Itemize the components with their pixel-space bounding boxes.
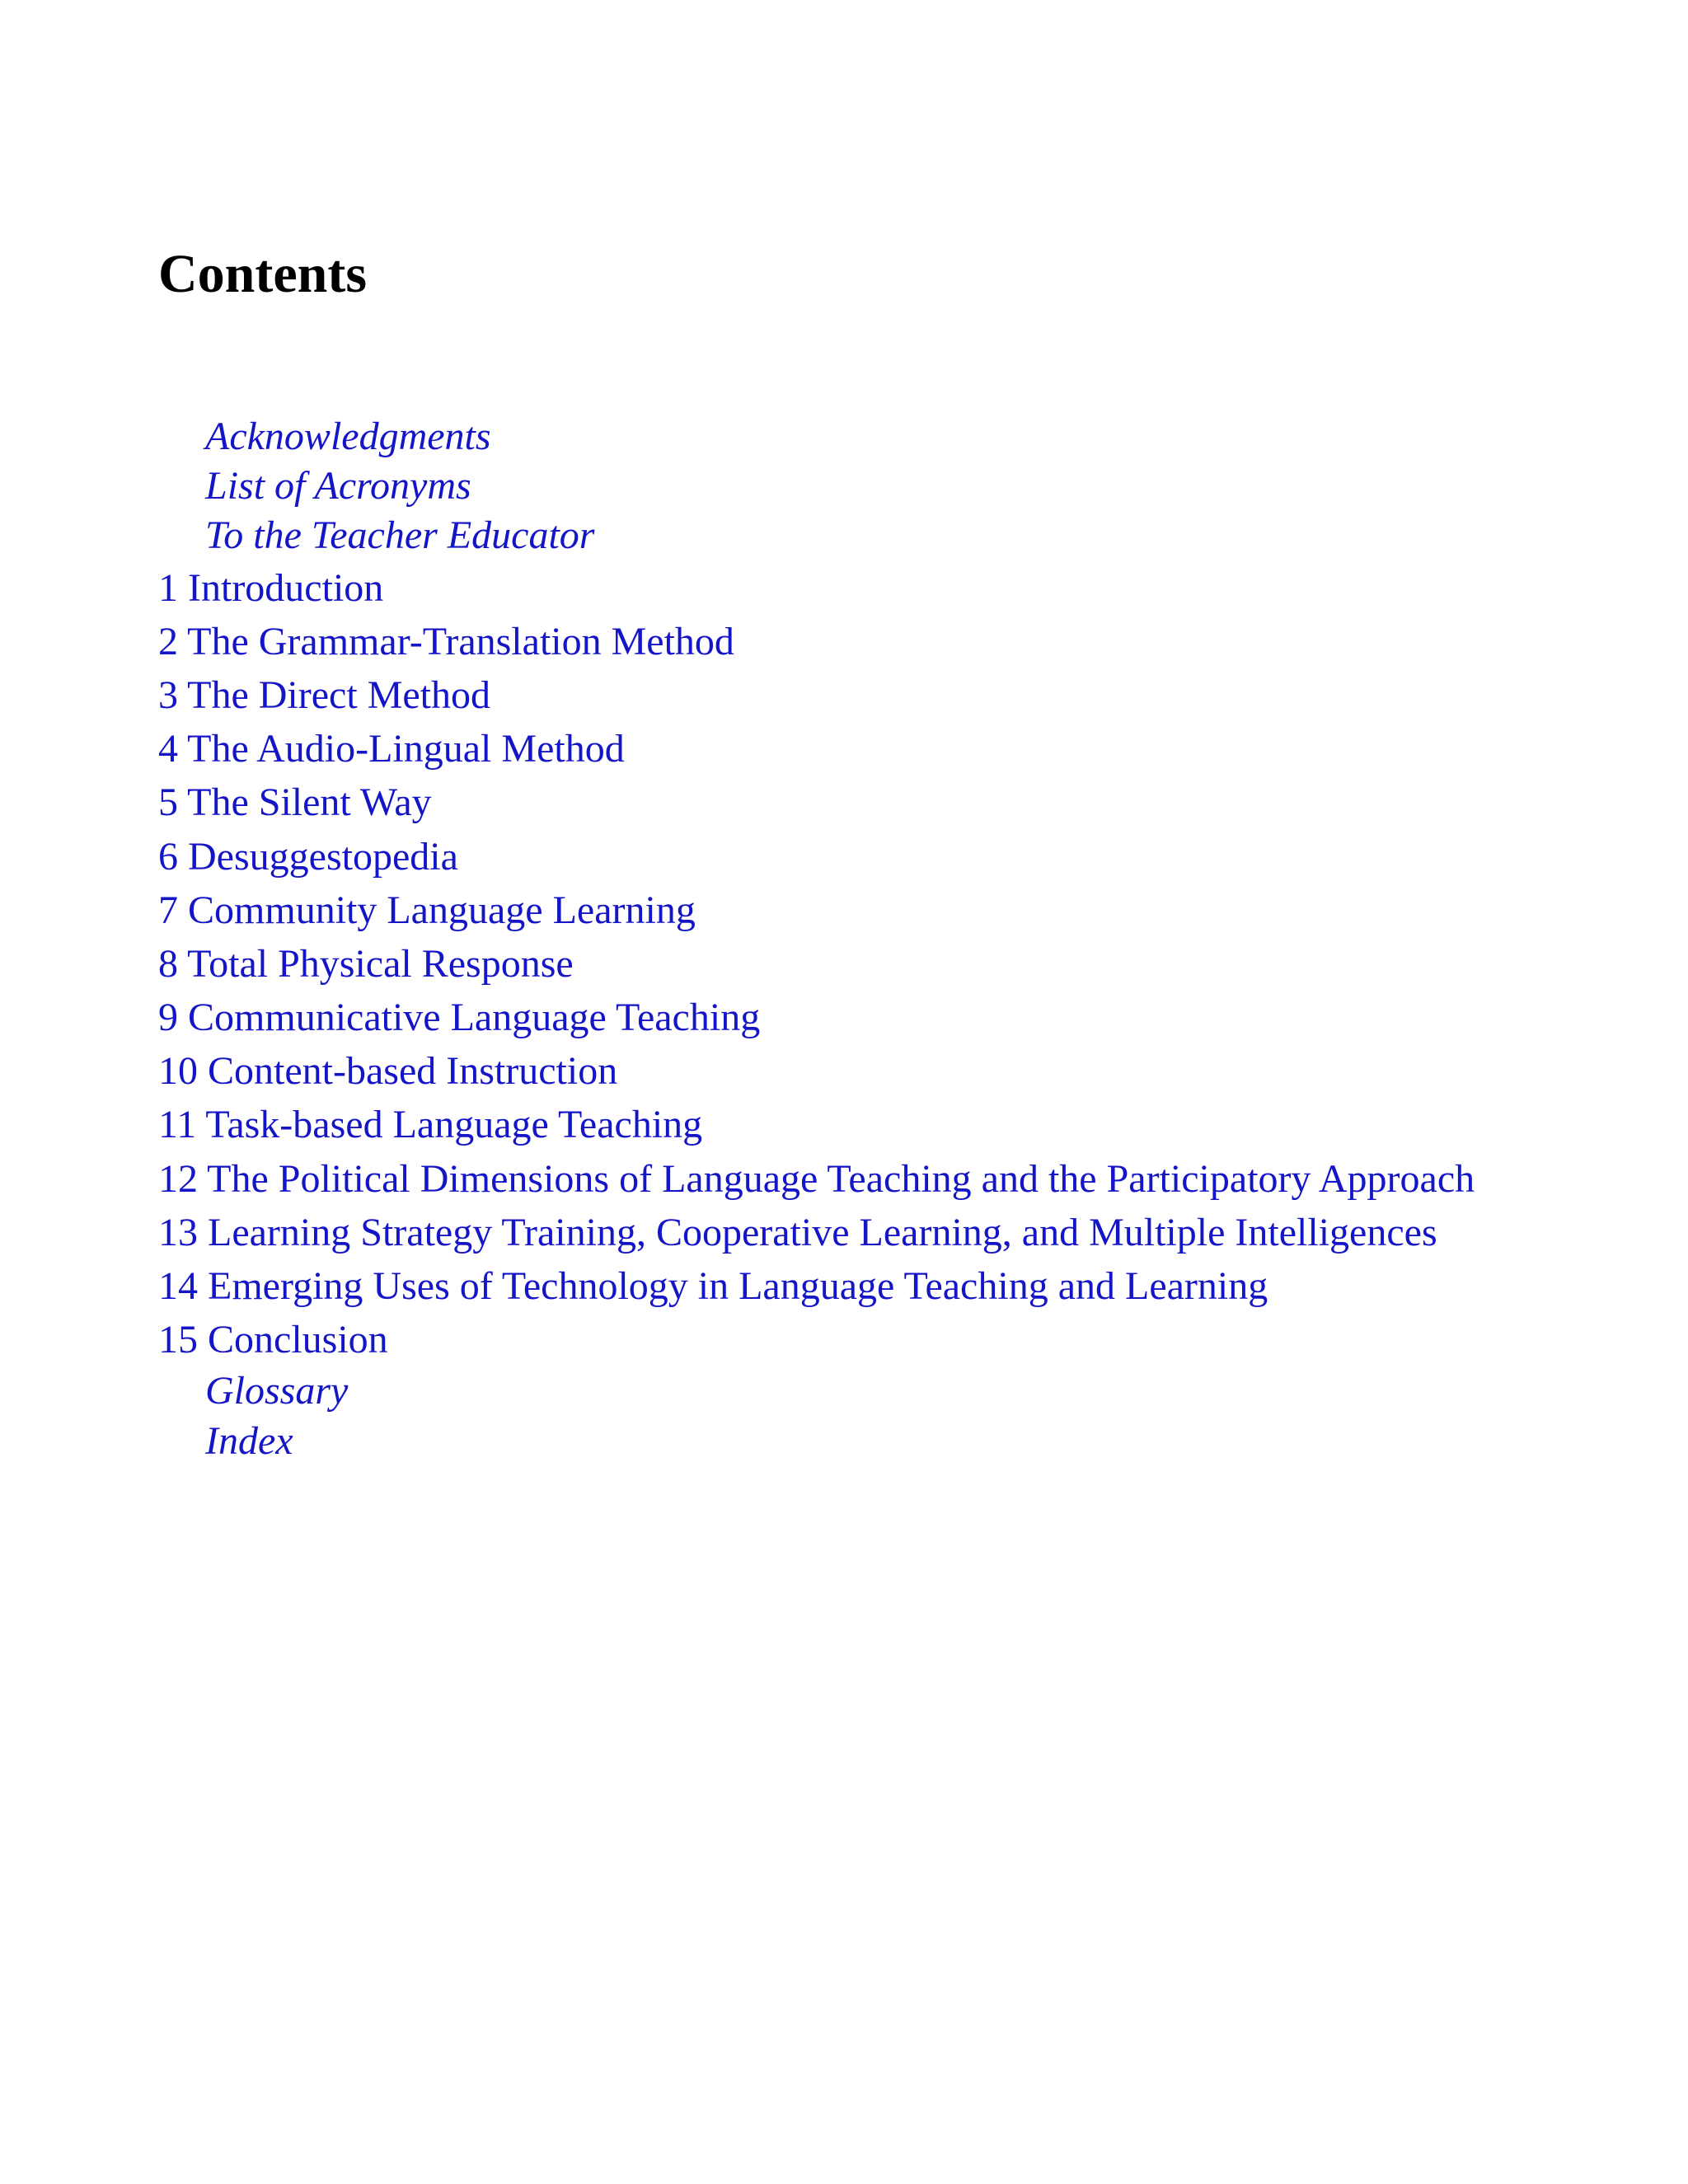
- toc-link-chapter-7[interactable]: 7 Community Language Learning: [158, 888, 696, 932]
- toc-link-chapter-14[interactable]: 14 Emerging Uses of Technology in Language Teaching and Learning: [158, 1264, 1268, 1308]
- toc-link-chapter-6[interactable]: 6 Desuggestopedia: [158, 834, 458, 879]
- toc-link-chapter-2[interactable]: 2 The Grammar-Translation Method: [158, 619, 734, 663]
- toc-link-glossary[interactable]: Glossary: [205, 1369, 349, 1413]
- toc-link-chapter-4[interactable]: 4 The Audio-Lingual Method: [158, 727, 625, 771]
- toc-link-chapter-9[interactable]: 9 Communicative Language Teaching: [158, 996, 761, 1040]
- toc-link-chapter-10[interactable]: 10 Content-based Instruction: [158, 1049, 618, 1094]
- page-title: Contents: [158, 244, 368, 304]
- toc-link-chapter-5[interactable]: 5 The Silent Way: [158, 780, 432, 825]
- toc-link-chapter-8[interactable]: 8 Total Physical Response: [158, 941, 574, 986]
- toc-link-to-the-teacher-educator[interactable]: To the Teacher Educator: [205, 513, 595, 558]
- toc-link-chapter-3[interactable]: 3 The Direct Method: [158, 673, 491, 717]
- toc-link-chapter-11[interactable]: 11 Task-based Language Teaching: [158, 1103, 703, 1147]
- toc-link-chapter-1[interactable]: 1 Introduction: [158, 565, 384, 610]
- toc-link-chapter-13[interactable]: 13 Learning Strategy Training, Cooperative Learning, and Multiple Intelligences: [158, 1210, 1437, 1254]
- toc-link-index[interactable]: Index: [205, 1418, 293, 1463]
- table-of-contents: [158, 412, 1642, 1466]
- toc-link-chapter-15[interactable]: 15 Conclusion: [158, 1318, 388, 1362]
- toc-link-list-of-acronyms[interactable]: List of Acronyms: [205, 464, 471, 509]
- toc-link-acknowledgments[interactable]: Acknowledgments: [205, 415, 491, 458]
- toc-link-chapter-12[interactable]: 12 The Political Dimensions of Language Teaching and the Participatory Approach: [158, 1156, 1475, 1201]
